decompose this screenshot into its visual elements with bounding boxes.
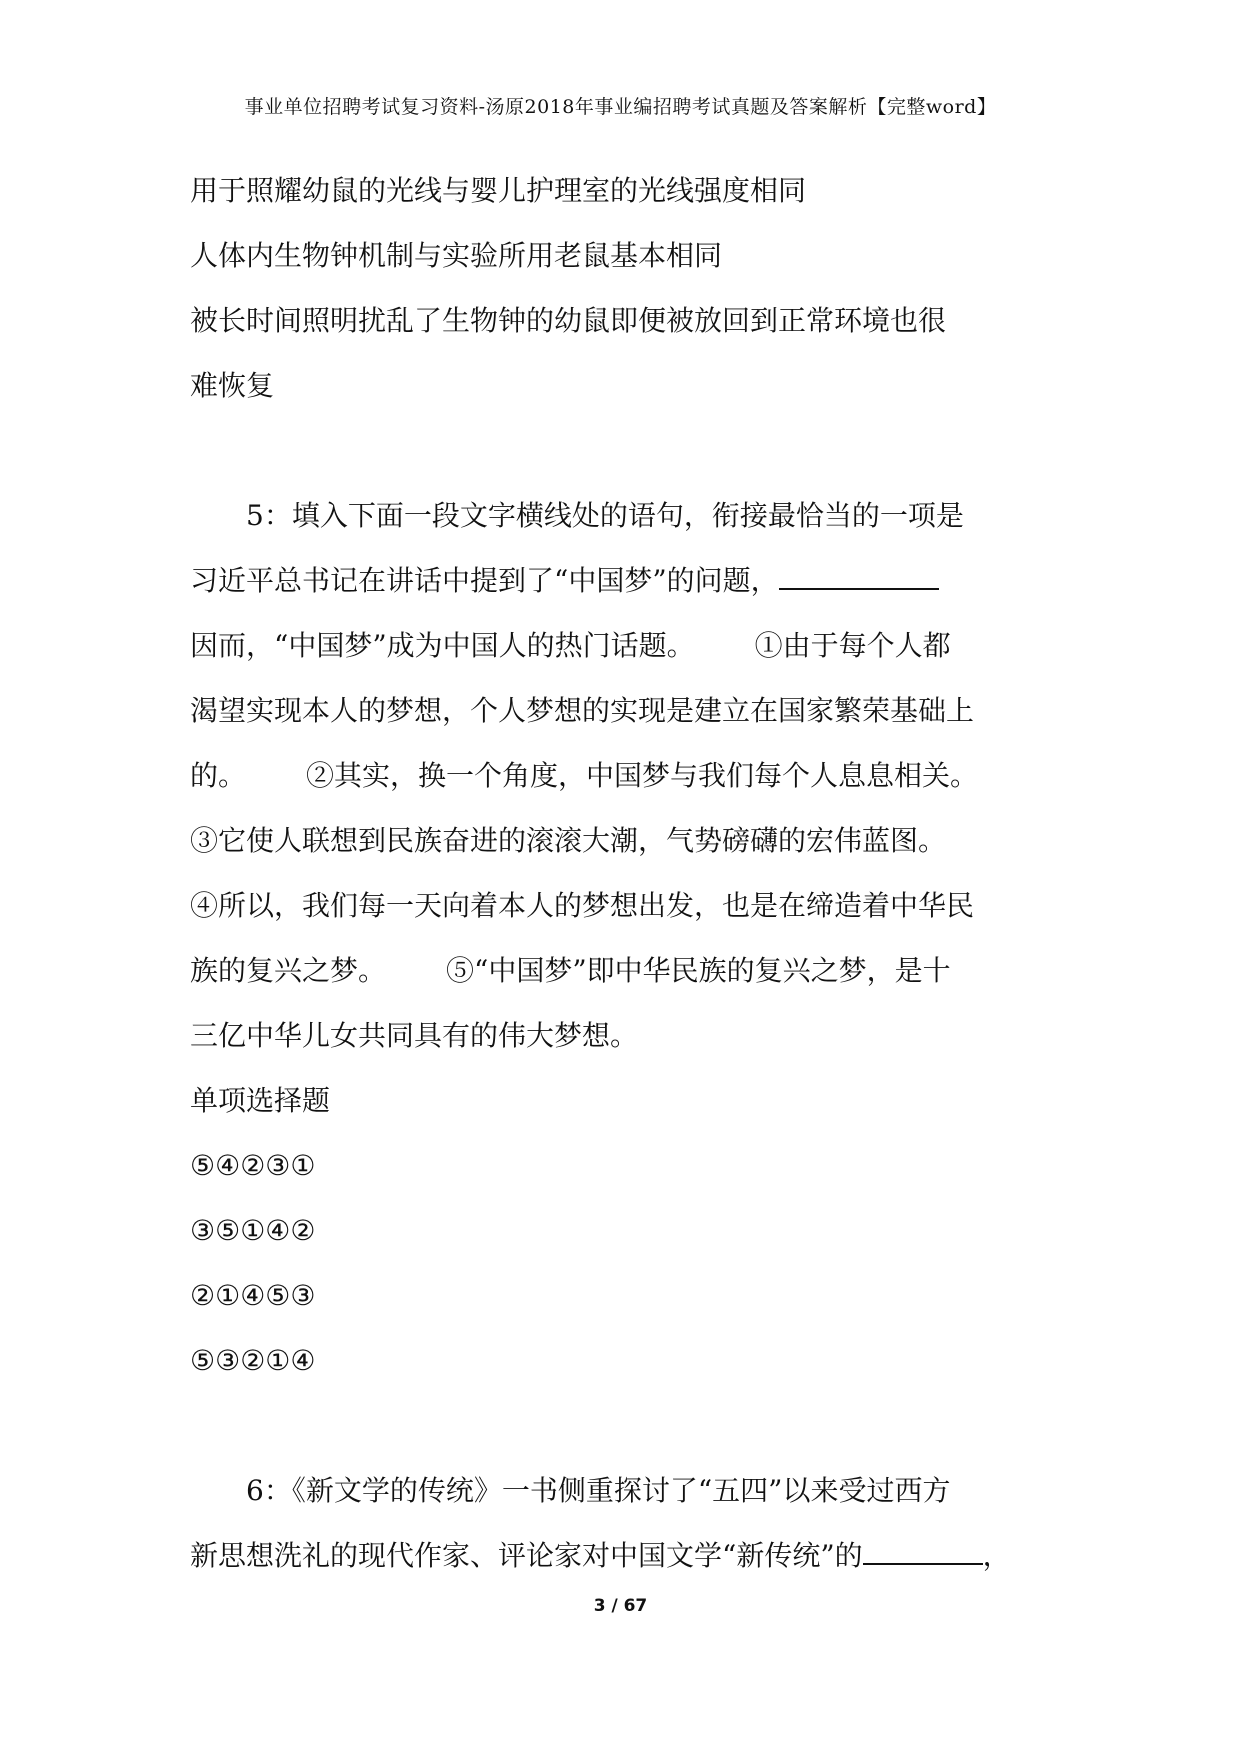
spacer	[190, 1393, 1060, 1458]
q5-passage-line	[190, 548, 1060, 613]
q5-sentence-5-continued: 三亿中华儿女共同具有的伟大梦想。	[190, 1019, 639, 1052]
q6-stem-line	[190, 1523, 1060, 1588]
document-body	[190, 158, 1060, 1588]
q6-answer-blank	[863, 1533, 983, 1565]
q5-question-type: 单项选择题	[190, 1084, 331, 1117]
q5-option-d: ⑤③②①④	[190, 1344, 316, 1377]
q6-comma: ，	[982, 1539, 1011, 1572]
q5-sentence-1-end: 的。	[190, 759, 247, 792]
q5-passage-line	[190, 743, 1060, 808]
q5-stem: 5：填入下面一段文字横线处的语句，衔接最恰当的一项是	[246, 499, 964, 532]
page-header: 事业单位招聘考试复习资料-汤原2018年事业编招聘考试真题及答案解析【完整word】	[244, 96, 997, 118]
q5-sentence-1: ①由于每个人都	[754, 629, 951, 662]
prev-option-b: 人体内生物钟机制与实验所用老鼠基本相同	[190, 239, 723, 272]
q5-passage-line	[190, 938, 1060, 1003]
q5-passage-line	[190, 613, 1060, 678]
prev-option-c-continued: 难恢复	[190, 369, 275, 402]
q5-sentence-2: ②其实，换一个角度，中国梦与我们每个人息息相关。	[306, 759, 979, 792]
spacer	[190, 418, 1060, 483]
q5-passage-end: 因而，“中国梦”成为中国人的热门话题。	[190, 629, 695, 662]
q5-sentence-4-end: 族的复兴之梦。	[190, 954, 387, 987]
q5-answer-blank	[779, 558, 939, 590]
q6-stem: 6：《新文学的传统》一书侧重探讨了“五四”以来受过西方	[246, 1474, 951, 1507]
prev-option-a: 用于照耀幼鼠的光线与婴儿护理室的光线强度相同	[190, 174, 807, 207]
q5-option-b: ③⑤①④②	[190, 1214, 316, 1247]
q5-option-a: ⑤④②③①	[190, 1149, 316, 1182]
q5-sentence-1-continued: 渴望实现本人的梦想，个人梦想的实现是建立在国家繁荣基础上	[190, 694, 975, 727]
q5-sentence-4: ④所以，我们每一天向着本人的梦想出发，也是在缔造着中华民	[190, 889, 975, 922]
page-number: 3 / 67	[593, 1596, 648, 1616]
q5-option-c: ②①④⑤③	[190, 1279, 316, 1312]
q6-stem-continued: 新思想洗礼的现代作家、评论家对中国文学“新传统”的	[190, 1539, 863, 1572]
q5-sentence-5: ⑤“中国梦”即中华民族的复兴之梦，是十	[446, 954, 951, 987]
prev-option-c: 被长时间照明扰乱了生物钟的幼鼠即便被放回到正常环境也很	[190, 304, 947, 337]
q5-passage-start: 习近平总书记在讲话中提到了“中国梦”的问题，	[190, 564, 779, 597]
q5-sentence-3: ③它使人联想到民族奋进的滚滚大潮，气势磅礴的宏伟蓝图。	[190, 824, 947, 857]
